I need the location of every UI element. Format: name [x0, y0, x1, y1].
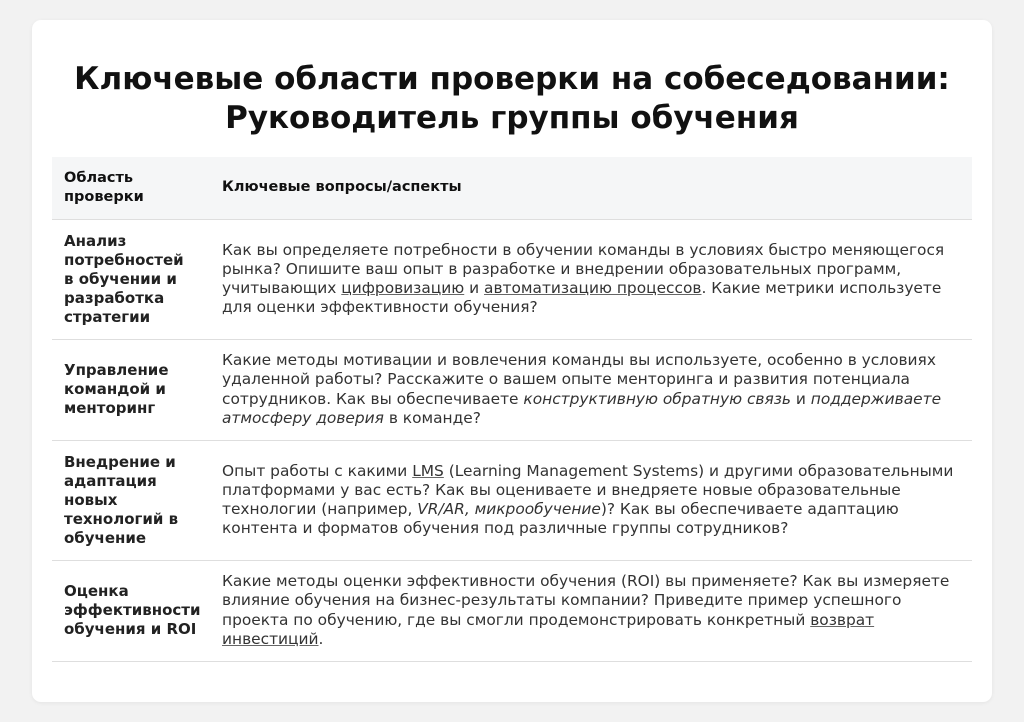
row-area: Анализ потребностей в обучении и разработка стратегии [52, 219, 210, 339]
underlined-term: LMS [412, 461, 444, 480]
text-segment: (Learning Management Systems) и другими образовательными платформами у вас есть? Как вы оцениваете и внедряете новые образовательные технологии (например, [222, 461, 954, 518]
emphasis-term: VR/AR, микрообучение [417, 500, 601, 518]
row-aspects [210, 440, 972, 560]
text-segment: . Какие метрики используете для оценки эффективности обучения? [222, 279, 942, 317]
text-segment: . [318, 629, 324, 648]
row-aspects [210, 219, 972, 339]
table-row [52, 560, 972, 661]
underlined-term: возврат инвестиций [222, 610, 875, 648]
header-area: Область проверки [52, 157, 210, 219]
page-title [32, 60, 992, 138]
emphasis-term: поддерживаете атмосферу доверия [222, 389, 942, 427]
table-row [52, 339, 972, 440]
text-segment: Опыт работы с какими [222, 461, 413, 480]
emphasis-term: конструктивную обратную связь [523, 389, 791, 408]
text-segment: и [464, 279, 485, 297]
title-line-1: Ключевые области проверки на собеседовании: [74, 61, 950, 97]
table-row [52, 440, 972, 560]
underlined-term: автоматизацию процессов [484, 279, 702, 297]
text-segment: Какие методы мотивации и вовлечения команды вы используете, особенно в условиях удаленной работы? Расскажите о вашем опыте менторинга и развития потенциала сотрудников. Как вы обеспечиваете [222, 351, 936, 408]
interview-areas-table [52, 157, 972, 662]
row-area: Оценка эффективности обучения и ROI [52, 560, 210, 661]
text-segment: в команде? [383, 408, 481, 427]
text-segment: Какие методы оценки эффективности обучения (ROI) вы применяете? Как вы измеряете влияние обучения на бизнес-результаты компании? Приведите пример успешного проекта по обучению, где вы смогли продемонстрировать конкретный [222, 572, 950, 629]
underlined-term: цифровизацию [341, 279, 465, 297]
text-segment: )? Как вы обеспечиваете адаптацию контента и форматов обучения под различные группы сотрудников? [222, 500, 899, 538]
table-row [52, 219, 972, 339]
table-header-row [52, 157, 972, 219]
content-card [32, 20, 992, 702]
text-segment: Как вы определяете потребности в обучении команды в условиях быстро меняющегося рынка? Опишите ваш опыт в разработке и внедрении образовательных программ, учитывающих [222, 240, 945, 297]
row-area: Внедрение и адаптация новых технологий в обучение [52, 440, 210, 560]
row-aspects [210, 560, 972, 661]
row-aspects [210, 339, 972, 440]
header-aspects: Ключевые вопросы/аспекты [210, 157, 972, 219]
text-segment: и [791, 389, 811, 408]
row-area: Управление командой и менторинг [52, 339, 210, 440]
title-line-2: Руководитель группы обучения [225, 100, 799, 136]
